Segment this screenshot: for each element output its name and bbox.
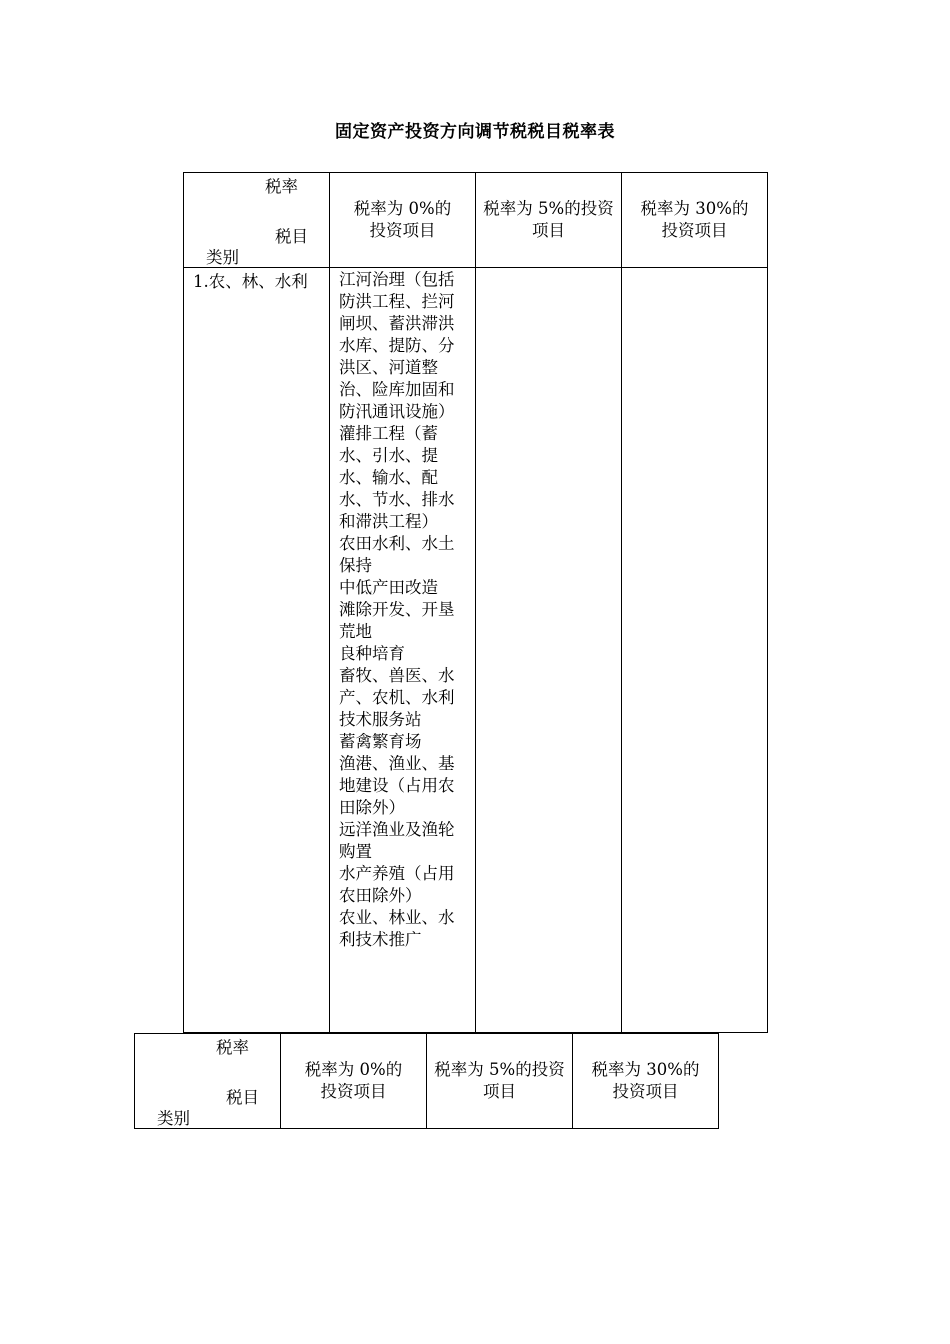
- tax-rate-table: [183, 172, 768, 1033]
- column-header-30pct: 税率为 30%的投资项目: [622, 173, 768, 268]
- list-item: 水产养殖（占用农田除外）: [339, 864, 455, 905]
- document-title: 固定资产投资方向调节税税目税率表: [335, 122, 615, 142]
- list-item: 良种培育: [339, 644, 405, 663]
- diagonal-header-cell: [135, 1034, 281, 1129]
- items-5pct-cell: [476, 268, 622, 1033]
- column-header-30pct: 税率为 30%的投资项目: [573, 1034, 719, 1129]
- list-item: 农业、林业、水利技术推广: [339, 908, 455, 949]
- diagonal-header-cell: [184, 173, 330, 268]
- column-header-5pct: 税率为 5%的投资项目: [427, 1034, 573, 1129]
- list-item: 畜牧、兽医、水产、农机、水利技术服务站: [339, 666, 455, 729]
- corner-item-label: 税目: [275, 227, 308, 246]
- corner-category-label: 类别: [206, 248, 239, 267]
- corner-rate-label: 税率: [216, 1038, 249, 1057]
- corner-rate-label: 税率: [265, 177, 298, 196]
- list-item: 中低产田改造: [339, 578, 438, 597]
- list-item: 灌排工程（蓄水、引水、提水、输水、配水、节水、排水和滞洪工程）: [339, 424, 455, 531]
- corner-item-label: 税目: [226, 1088, 259, 1107]
- items-30pct-cell: [622, 268, 768, 1033]
- table-header-row: [184, 173, 768, 268]
- corner-category-label: 类别: [157, 1109, 190, 1128]
- category-cell: 1.农、林、水利: [184, 268, 330, 1033]
- table-header-row: [135, 1034, 719, 1129]
- items-0pct-cell: [330, 268, 476, 1033]
- list-item: 蓄禽繁育场: [339, 732, 422, 751]
- list-item: 农田水利、水土保持: [339, 534, 455, 575]
- list-item: 江河治理（包括防洪工程、拦河闸坝、蓄洪滞洪水库、提防、分洪区、河道整治、险库加固和防汛通讯设施）: [339, 270, 455, 421]
- list-item: 滩除开发、开垦荒地: [339, 600, 455, 641]
- list-item: 远洋渔业及渔轮购置: [339, 820, 455, 861]
- table-row: [184, 268, 768, 1033]
- column-header-0pct: 税率为 0%的投资项目: [330, 173, 476, 268]
- tax-rate-table-repeated-header: [134, 1033, 719, 1129]
- column-header-5pct: 税率为 5%的投资项目: [476, 173, 622, 268]
- column-header-0pct: 税率为 0%的投资项目: [281, 1034, 427, 1129]
- list-item: 渔港、渔业、基地建设（占用农田除外）: [339, 754, 455, 817]
